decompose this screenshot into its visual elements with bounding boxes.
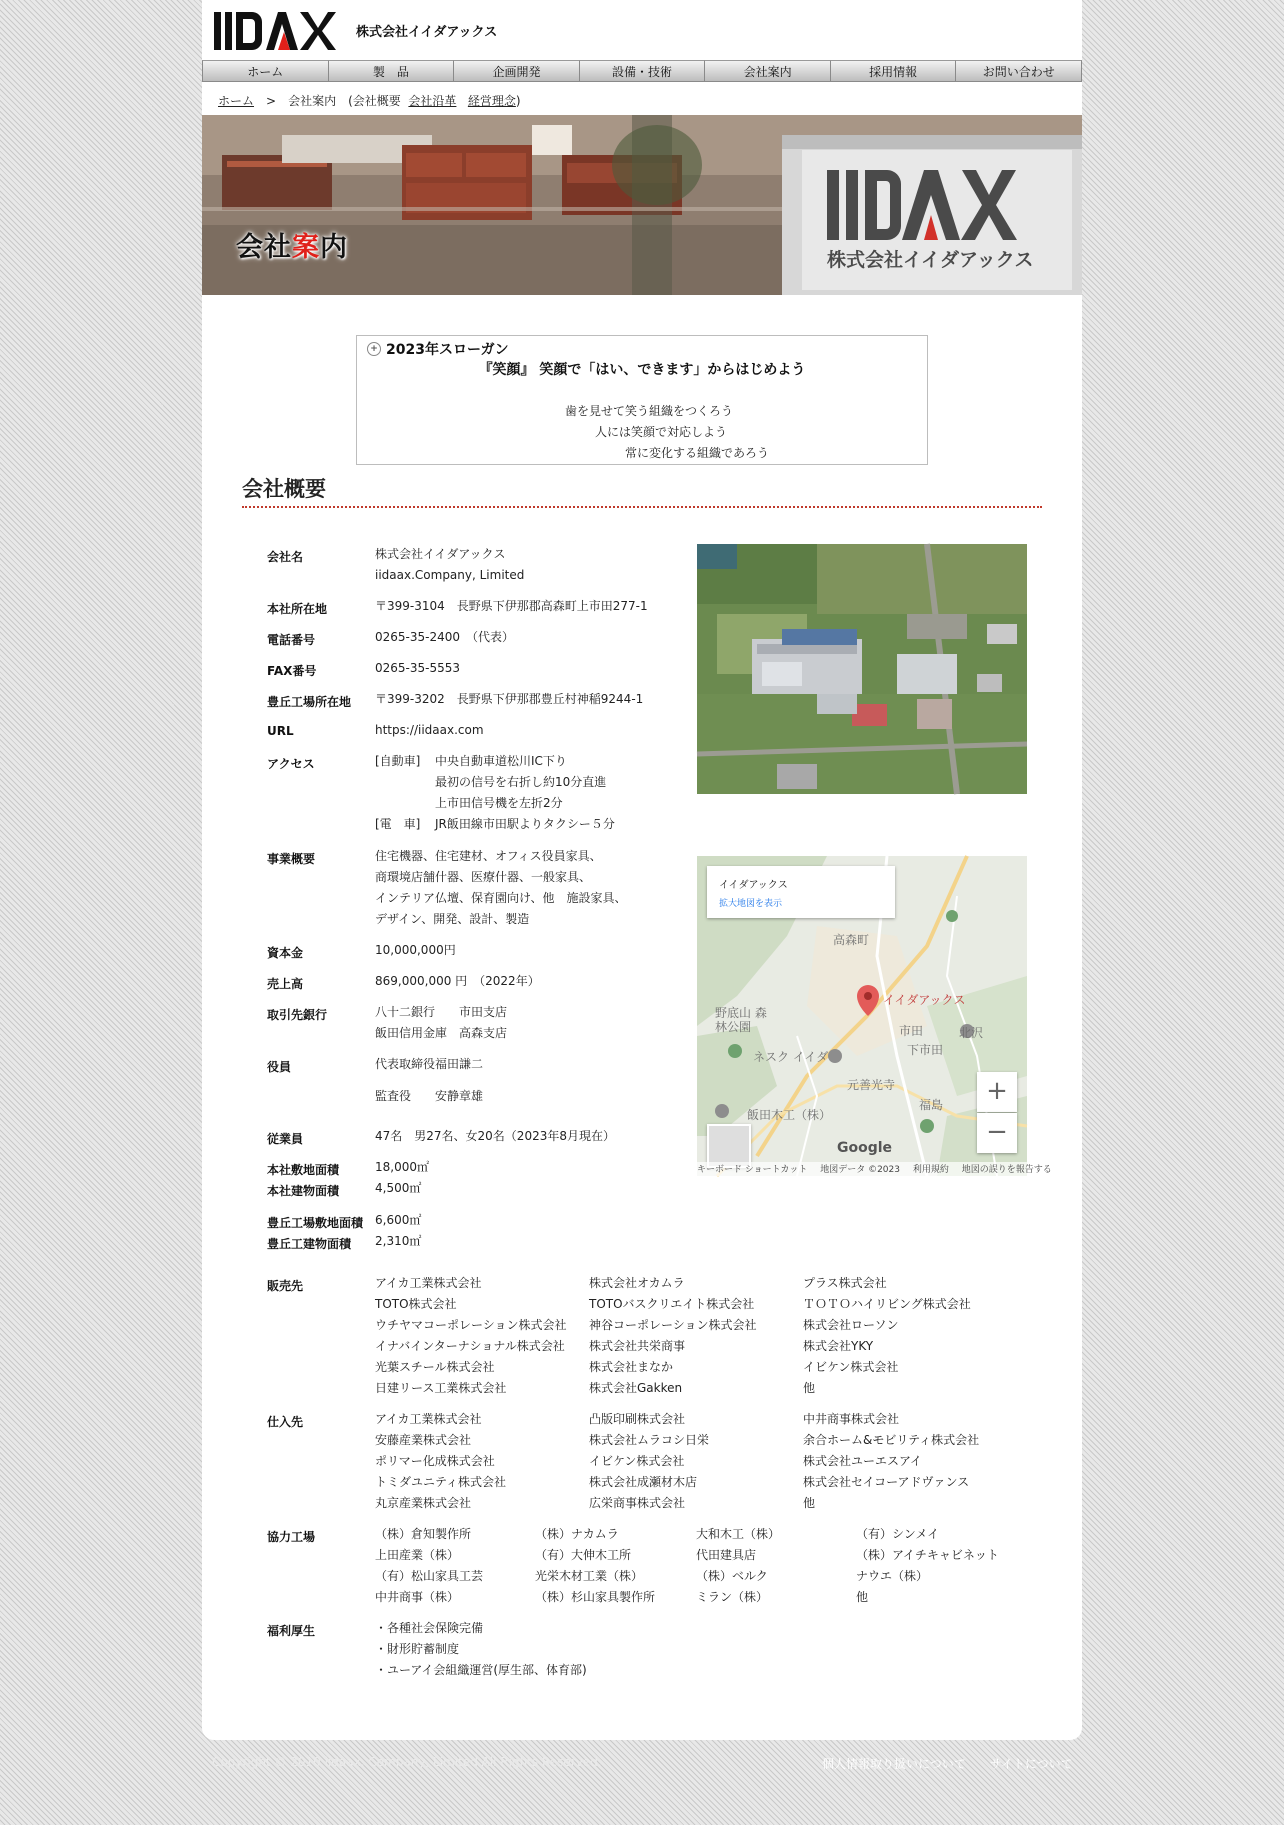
banner-logo-subtitle: 株式会社イイダアックス bbox=[827, 249, 1034, 271]
list-item: 株式会社ユーエスアイ bbox=[803, 1454, 922, 1468]
list-item: 光葉スチール株式会社 bbox=[375, 1360, 495, 1374]
nav-planning[interactable]: 企画開発 bbox=[454, 60, 580, 82]
nav-company[interactable]: 会社案内 bbox=[705, 60, 831, 82]
slogan-heading bbox=[367, 339, 509, 359]
label-sales-partners: 販売先 bbox=[267, 1279, 304, 1293]
label-capital: 資本金 bbox=[267, 946, 304, 960]
value-access-car-3: 上市田信号機を左折2分 bbox=[435, 796, 563, 810]
value-business-2: 商環境店舗什器、医療什器、一般家具、 bbox=[375, 870, 592, 884]
value-access-car-tag: [自動車] bbox=[375, 754, 421, 768]
list-item: （株）ナカムラ bbox=[535, 1527, 619, 1541]
map-report-link[interactable]: 地図の誤りを報告する bbox=[961, 1165, 1052, 1175]
list-item: 日建リース工業株式会社 bbox=[375, 1381, 507, 1395]
value-hq-land: 18,000㎡ bbox=[375, 1160, 429, 1174]
list-item: 株式会社ローソン bbox=[803, 1318, 899, 1332]
list-item: 他 bbox=[856, 1590, 869, 1604]
list-item: （株）杉山家具製作所 bbox=[535, 1590, 656, 1604]
list-item: 安藤産業株式会社 bbox=[375, 1433, 472, 1447]
breadcrumb-separator: > bbox=[266, 94, 277, 108]
slogan-heading-text: 2023年スローガン bbox=[386, 342, 509, 358]
list-item: ・財形貯蓄制度 bbox=[375, 1642, 460, 1656]
list-item: （有）シンメイ bbox=[856, 1527, 940, 1541]
value-officer-2: 監査役 安静章雄 bbox=[375, 1089, 484, 1103]
label-hq-address: 本社所在地 bbox=[267, 602, 328, 616]
nav-equipment[interactable]: 設備・技術 bbox=[580, 60, 706, 82]
value-access-car-1: 中央自動車道松川IC下り bbox=[435, 754, 567, 768]
sales-partners-col-1 bbox=[375, 1273, 567, 1399]
list-item: 中井商事株式会社 bbox=[803, 1412, 900, 1426]
list-item: 株式会社セイコーアドヴァンス bbox=[803, 1475, 970, 1489]
slogan-box bbox=[356, 335, 928, 465]
page-title-part2: 案 bbox=[292, 232, 320, 263]
label-officers: 役員 bbox=[267, 1060, 292, 1074]
list-item: （株）ベルク bbox=[696, 1569, 768, 1583]
map-label-kitazawa: 北沢 bbox=[959, 1026, 984, 1040]
map-enlarge-link[interactable]: 拡大地図を表示 bbox=[719, 899, 783, 909]
list-item: （株）倉知製作所 bbox=[375, 1527, 472, 1541]
section-title: 会社概要 bbox=[242, 477, 326, 501]
map-info-card bbox=[707, 866, 895, 918]
google-map[interactable] bbox=[697, 856, 1052, 1176]
list-item: 神谷コーポレーション株式会社 bbox=[589, 1318, 757, 1332]
list-item: 株式会社共栄商事 bbox=[589, 1339, 686, 1353]
footer-privacy-link[interactable]: 個人情報取り扱いについて bbox=[822, 1757, 966, 1771]
list-item: ＴＯＴＯハイリビング株式会社 bbox=[803, 1297, 971, 1311]
label-toyooka-building: 豊丘工建物面積 bbox=[267, 1237, 352, 1251]
map-label-takamori: 高森町 bbox=[833, 933, 870, 947]
breadcrumb-home-link[interactable]: ホーム bbox=[218, 94, 255, 108]
map-data-credit: 地図データ ©2023 bbox=[820, 1165, 900, 1175]
label-phone: 電話番号 bbox=[267, 633, 316, 647]
value-url[interactable]: https://iidaax.com bbox=[375, 723, 484, 737]
suppliers-col-3 bbox=[803, 1409, 979, 1514]
list-item: （有）松山家具工芸 bbox=[375, 1569, 484, 1583]
label-hq-building: 本社建物面積 bbox=[267, 1184, 340, 1198]
map-label-iidaax: イイダアックス bbox=[883, 993, 966, 1007]
sales-partners-col-3 bbox=[803, 1273, 971, 1399]
map-card-title: イイダアックス bbox=[719, 880, 788, 891]
list-item: ・ユーアイ会組織運営(厚生部、体育部) bbox=[375, 1663, 587, 1677]
list-item: 光栄木材工業（株） bbox=[535, 1569, 644, 1583]
map-shortcuts-link[interactable]: キーボード ショートカット bbox=[697, 1165, 808, 1175]
label-suppliers: 仕入先 bbox=[267, 1415, 304, 1429]
label-banks: 取引先銀行 bbox=[267, 1008, 328, 1022]
aerial-photo bbox=[697, 544, 1027, 794]
value-business-1: 住宅機器、住宅建材、オフィス役員家具、 bbox=[375, 849, 602, 863]
map-label-nesuku: ネスク イイダ bbox=[753, 1050, 829, 1064]
map-label-ichida: 市田 bbox=[899, 1024, 924, 1038]
label-toyooka-address: 豊丘工場所在地 bbox=[267, 695, 352, 709]
list-item: TOTO株式会社 bbox=[375, 1297, 457, 1311]
slogan-line-1: 歯を見せて笑う組織をつくろう bbox=[565, 404, 734, 418]
slogan-main: 『笑顔』 笑顔で「はい、できます」からはじめよう bbox=[478, 362, 806, 378]
list-item: ポリマー化成株式会社 bbox=[375, 1454, 495, 1468]
list-item: 株式会社オカムラ bbox=[589, 1276, 685, 1290]
list-item: プラス株式会社 bbox=[803, 1276, 887, 1290]
label-access: アクセス bbox=[267, 757, 315, 771]
value-employees: 47名 男27名、女20名（2023年8月現在） bbox=[375, 1129, 615, 1143]
value-toyooka-building: 2,310㎡ bbox=[375, 1234, 422, 1248]
company-name-header: 株式会社イイダアックス bbox=[356, 25, 498, 40]
value-capital: 10,000,000円 bbox=[375, 943, 456, 957]
value-fax: 0265-35-5553 bbox=[375, 661, 461, 675]
google-logo: Google bbox=[837, 1140, 893, 1156]
value-hq-building: 4,500㎡ bbox=[375, 1181, 422, 1195]
factories-col-4 bbox=[856, 1524, 999, 1608]
factories-col-2 bbox=[535, 1524, 655, 1608]
list-item: 株式会社Gakken bbox=[589, 1381, 683, 1395]
zoom-in-button[interactable]: + bbox=[977, 1072, 1017, 1112]
map-terms-link[interactable]: 利用規約 bbox=[912, 1165, 949, 1175]
value-sales: 869,000,000 円 （2022年） bbox=[375, 974, 540, 988]
factories-col-3 bbox=[696, 1524, 780, 1608]
page-title bbox=[236, 225, 348, 264]
list-item: 余合ホーム&モビリティ株式会社 bbox=[803, 1433, 980, 1447]
label-hq-land: 本社敷地面積 bbox=[267, 1163, 340, 1177]
label-partner-factories: 協力工場 bbox=[267, 1530, 316, 1544]
list-item: 凸版印刷株式会社 bbox=[589, 1412, 686, 1426]
page-title-part1: 会社 bbox=[236, 232, 292, 263]
zoom-out-button[interactable]: − bbox=[977, 1113, 1017, 1153]
hero-banner bbox=[202, 115, 1082, 295]
value-access-train-1: JR飯田線市田駅よりタクシー５分 bbox=[435, 817, 615, 831]
list-item: ナウエ（株） bbox=[856, 1569, 929, 1583]
list-item: ウチヤマコーポレーション株式会社 bbox=[375, 1318, 567, 1332]
map-label-iida-mokko: 飯田木工（株） bbox=[747, 1108, 832, 1122]
list-item: 株式会社成瀬材木店 bbox=[589, 1475, 698, 1489]
list-item: 上田産業（株） bbox=[375, 1548, 460, 1562]
value-toyooka-address: 〒399-3202 長野県下伊那郡豊丘村神稲9244-1 bbox=[375, 692, 644, 706]
value-business-3: インテリア仏壇、保育園向け、他 施設家具、 bbox=[375, 891, 627, 905]
list-item: 広栄商事株式会社 bbox=[589, 1496, 686, 1510]
list-item: 代田建具店 bbox=[696, 1548, 757, 1562]
value-access-car-2: 最初の信号を右折し約10分直進 bbox=[435, 775, 607, 789]
footer-copyright: Copyright © 2010 iidaax. Company, Limited All Rights Reserved. bbox=[212, 1755, 602, 1769]
footer-links bbox=[822, 1755, 1097, 1772]
welfare-list bbox=[375, 1618, 587, 1681]
nav-home[interactable]: ホーム bbox=[202, 60, 329, 82]
suppliers-col-2 bbox=[589, 1409, 709, 1514]
list-item: （株）アイチキャビネット bbox=[856, 1548, 999, 1562]
nav-contact[interactable]: お問い合わせ bbox=[956, 60, 1082, 82]
expand-icon[interactable]: + bbox=[367, 342, 381, 356]
slogan-line-3: 常に変化する組織であろう bbox=[625, 446, 770, 460]
list-item: ・各種社会保険完備 bbox=[375, 1621, 484, 1635]
value-officer-1: 代表取締役福田謙二 bbox=[375, 1057, 484, 1071]
list-item: 株式会社ムラコシ日栄 bbox=[589, 1433, 710, 1447]
label-url: URL bbox=[267, 724, 294, 738]
breadcrumb-history-link[interactable]: 会社沿革 bbox=[408, 94, 457, 108]
footer-site-link[interactable]: サイトについて bbox=[989, 1757, 1073, 1771]
factories-col-1 bbox=[375, 1524, 483, 1608]
map-label-fukushima: 福島 bbox=[919, 1098, 944, 1112]
value-company-name-ja: 株式会社イイダアックス bbox=[375, 547, 506, 561]
value-toyooka-land: 6,600㎡ bbox=[375, 1213, 422, 1227]
map-label-zenkoji: 元善光寺 bbox=[847, 1078, 896, 1092]
list-item: 中井商事（株） bbox=[375, 1590, 460, 1604]
breadcrumb-close: ) bbox=[515, 94, 521, 108]
list-item: （有）大伸木工所 bbox=[535, 1548, 632, 1562]
sales-partners-col-2 bbox=[589, 1273, 757, 1399]
map-label-noso-forest: 野底山 森林公園 bbox=[715, 1006, 767, 1034]
value-hq-address: 〒399-3104 長野県下伊那郡高森町上市田277-1 bbox=[375, 599, 648, 613]
list-item: イビケン株式会社 bbox=[803, 1360, 899, 1374]
nav-products[interactable]: 製 品 bbox=[329, 60, 455, 82]
label-sales: 売上高 bbox=[267, 977, 304, 991]
breadcrumb-philosophy-link[interactable]: 経営理念 bbox=[467, 94, 516, 108]
map-label-shimoichida: 下市田 bbox=[907, 1043, 944, 1057]
label-business: 事業概要 bbox=[267, 852, 316, 866]
label-employees: 従業員 bbox=[267, 1132, 304, 1146]
value-business-4: デザイン、開発、設計、製造 bbox=[375, 912, 530, 926]
nav-recruit[interactable]: 採用情報 bbox=[831, 60, 957, 82]
section-divider bbox=[242, 506, 1042, 508]
iidax-logo[interactable] bbox=[214, 10, 344, 52]
list-item: 他 bbox=[803, 1496, 816, 1510]
page-title-part3: 内 bbox=[320, 232, 348, 263]
slogan-line-2: 人には笑顔で対応しよう bbox=[595, 425, 728, 439]
list-item: 大和木工（株） bbox=[696, 1527, 781, 1541]
list-item: トミダユニティ株式会社 bbox=[375, 1475, 507, 1489]
breadcrumb-current: 会社案内 (会社概要 bbox=[288, 94, 401, 108]
label-welfare: 福利厚生 bbox=[267, 1624, 316, 1638]
value-phone: 0265-35-2400 （代表） bbox=[375, 630, 515, 644]
value-access-train-tag: [電 車] bbox=[375, 817, 421, 831]
list-item: ミラン（株） bbox=[696, 1590, 769, 1604]
value-company-name-en: iidaax.Company, Limited bbox=[375, 568, 525, 582]
label-fax: FAX番号 bbox=[267, 664, 317, 678]
aerial-photo-image bbox=[697, 544, 1027, 794]
global-nav bbox=[202, 60, 1082, 82]
page-container bbox=[202, 0, 1082, 1740]
list-item: イビケン株式会社 bbox=[589, 1454, 685, 1468]
value-bank-2: 飯田信用金庫 高森支店 bbox=[375, 1026, 508, 1040]
suppliers-col-1 bbox=[375, 1409, 506, 1514]
list-item: アイカ工業株式会社 bbox=[375, 1412, 482, 1426]
list-item: 株式会社YKY bbox=[803, 1339, 874, 1353]
list-item: 丸京産業株式会社 bbox=[375, 1496, 472, 1510]
value-bank-1: 八十二銀行 市田支店 bbox=[375, 1005, 508, 1019]
list-item: TOTOバスクリエイト株式会社 bbox=[589, 1297, 755, 1311]
label-toyooka-land: 豊丘工場敷地面積 bbox=[267, 1216, 364, 1230]
map-attribution bbox=[697, 1162, 1052, 1176]
label-company-name: 会社名 bbox=[267, 550, 304, 564]
list-item: 他 bbox=[803, 1381, 816, 1395]
list-item: アイカ工業株式会社 bbox=[375, 1276, 482, 1290]
breadcrumb bbox=[218, 92, 521, 109]
list-item: イナバインターナショナル株式会社 bbox=[375, 1339, 565, 1353]
list-item: 株式会社まなか bbox=[589, 1360, 674, 1374]
